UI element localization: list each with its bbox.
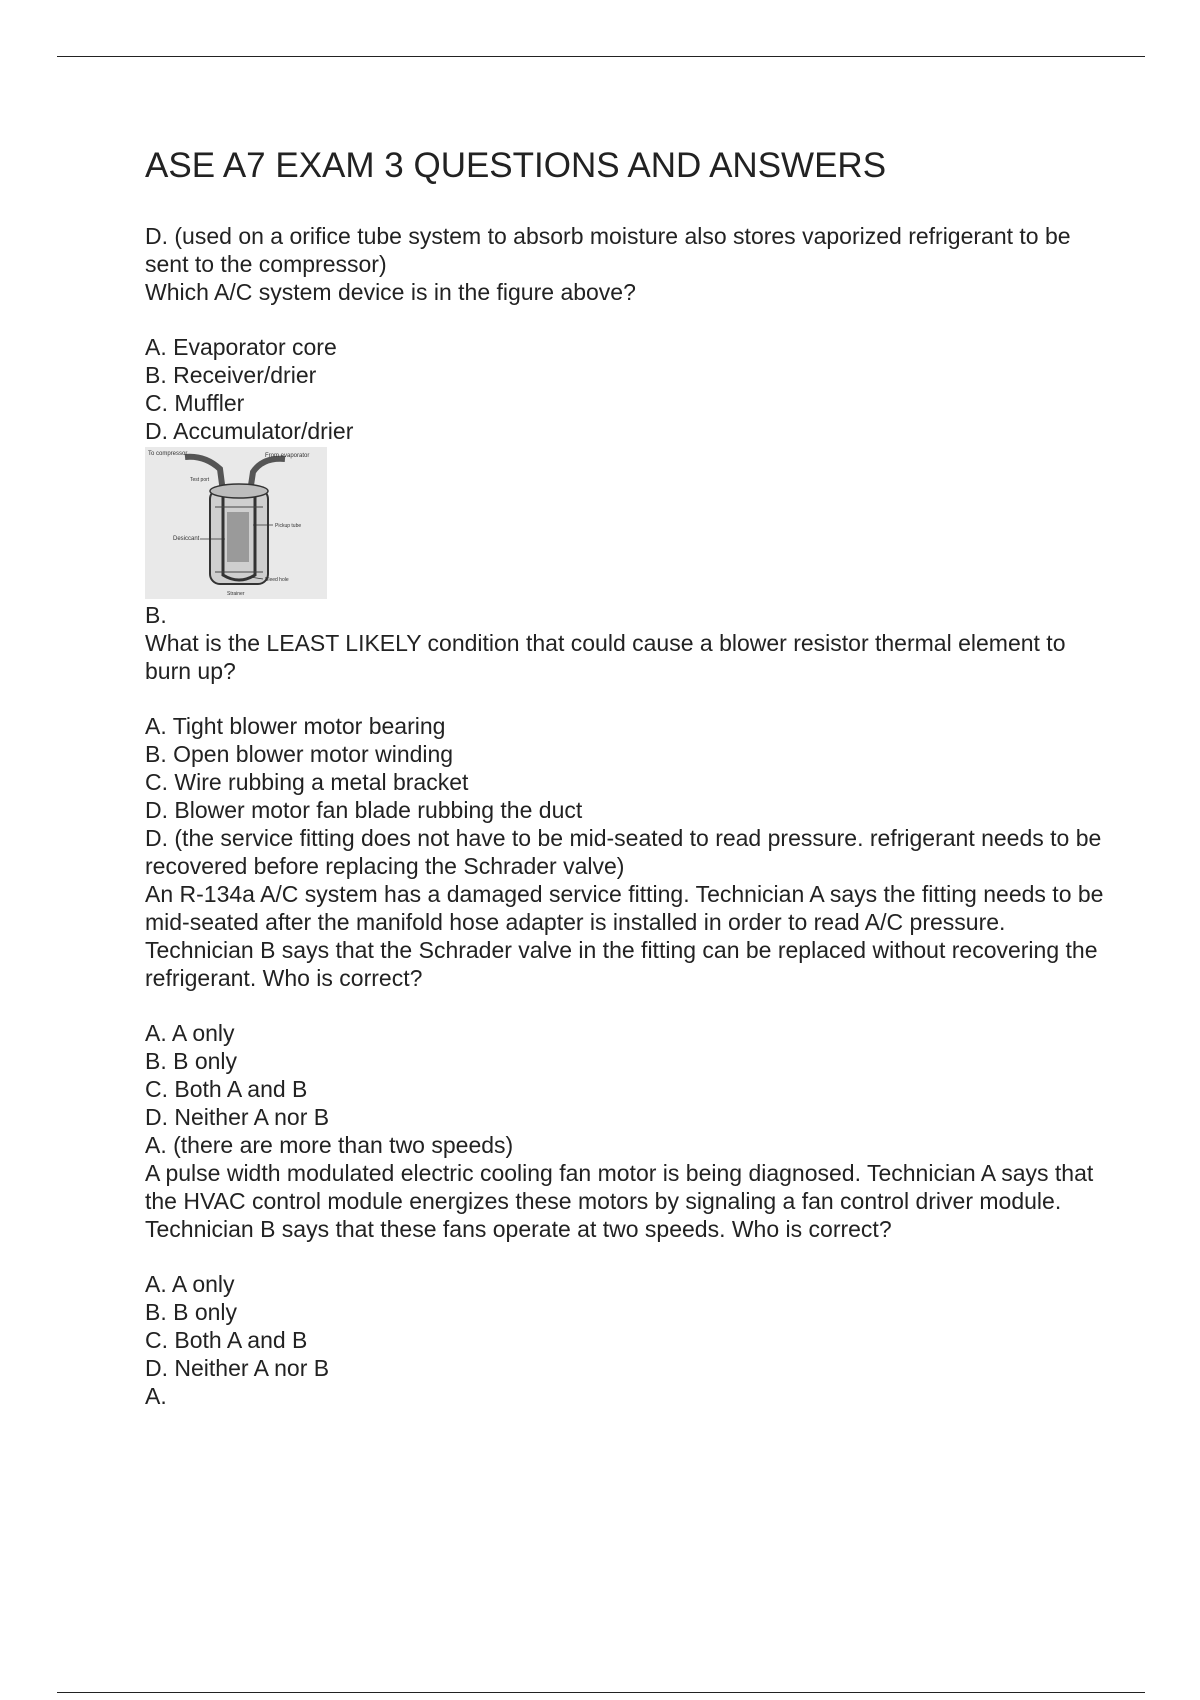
label-pickup-tube: Pickup tube xyxy=(275,523,302,529)
label-from-evaporator: From evaporator xyxy=(265,453,310,459)
label-to-compressor: To compressor xyxy=(148,451,188,457)
answer-text: D. (used on a orifice tube system to absorb moisture also stores vaporized refrigerant to be sent to the compressor) xyxy=(145,223,1071,277)
option-c: C. Muffler xyxy=(145,390,245,416)
option-a: A. Evaporator core xyxy=(145,334,337,360)
question-text-continued: Technician B says that the Schrader valve in the fitting can be replaced without recovering the refrigerant. Who is correct? xyxy=(145,937,1098,991)
option-d: D. Neither A nor B xyxy=(145,1104,330,1130)
qa-block-1 xyxy=(145,222,1105,599)
option-c: C. Both A and B xyxy=(145,1076,308,1102)
question-text: An R-134a A/C system has a damaged service fitting. Technician A says the fitting needs to be mid-seated after the manifold hose adapter is installed in order to read A/C pressure. xyxy=(145,881,1104,935)
option-b: B. Receiver/drier xyxy=(145,362,317,388)
accumulator-drier-figure xyxy=(145,447,327,599)
question-text: Which A/C system device is in the figure above? xyxy=(145,279,636,305)
question-text: What is the LEAST LIKELY condition that could cause a blower resistor thermal element to burn up? xyxy=(145,630,1066,684)
bottom-rule xyxy=(57,1692,1145,1693)
document-body xyxy=(145,142,1105,1410)
option-a: A. Tight blower motor bearing xyxy=(145,713,446,739)
option-d: D. Accumulator/drier xyxy=(145,418,354,444)
desiccant-bag xyxy=(227,512,249,562)
question-text: A pulse width modulated electric cooling fan motor is being diagnosed. Technician A says that the HVAC control module energizes these motors by signaling a fan control driver module. Technician B says that these fans operate at two speeds. Who is correct? xyxy=(145,1160,1094,1242)
qa-block-2 xyxy=(145,601,1105,824)
qa-block-4 xyxy=(145,1131,1105,1410)
option-c: C. Both A and B xyxy=(145,1327,308,1353)
label-strainer: Strainer xyxy=(227,591,245,597)
top-rule xyxy=(57,56,1145,57)
qa-block-3 xyxy=(145,824,1105,1131)
option-d: D. Neither A nor B xyxy=(145,1355,330,1381)
answer-text: B. xyxy=(145,602,167,628)
final-answer-text: A. xyxy=(145,1383,167,1409)
answer-text: A. (there are more than two speeds) xyxy=(145,1132,514,1158)
option-a: A. A only xyxy=(145,1271,235,1297)
page-title: ASE A7 EXAM 3 QUESTIONS AND ANSWERS xyxy=(145,146,887,185)
label-bleed-hole: Bleed hole xyxy=(265,577,289,583)
option-d: D. Blower motor fan blade rubbing the duct xyxy=(145,797,583,823)
label-desiccant: Desiccant xyxy=(173,536,200,542)
option-b: B. B only xyxy=(145,1299,238,1325)
label-test-port: Test port xyxy=(190,477,210,483)
option-a: A. A only xyxy=(145,1020,235,1046)
option-b: B. B only xyxy=(145,1048,238,1074)
option-b: B. Open blower motor winding xyxy=(145,741,454,767)
option-c: C. Wire rubbing a metal bracket xyxy=(145,769,469,795)
answer-text: D. (the service fitting does not have to be mid-seated to read pressure. refrigerant needs to be recovered before replacing the Schrader valve) xyxy=(145,825,1102,879)
